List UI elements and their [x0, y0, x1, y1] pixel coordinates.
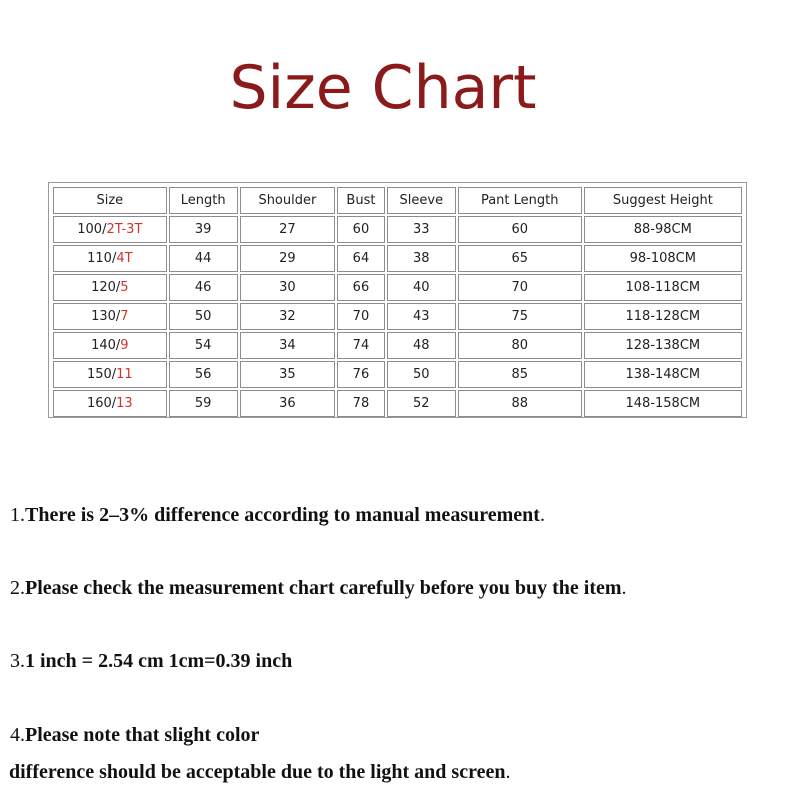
cell-suggest-height: 118-128CM: [584, 303, 742, 330]
cell-bust: 74: [337, 332, 385, 359]
cell-suggest-height: 108-118CM: [584, 274, 742, 301]
cell-sleeve: 40: [387, 274, 456, 301]
cell-bust: 76: [337, 361, 385, 388]
cell-suggest-height: 148-158CM: [584, 390, 742, 417]
note-1: 1.There is 2–3% difference according to manual measurement.: [10, 504, 545, 526]
note-2-text: Please check the measurement chart carefully before you buy the item: [25, 577, 622, 599]
table-body: [53, 216, 742, 417]
cell-shoulder: 36: [240, 390, 335, 417]
note-3-number: 3: [10, 650, 20, 672]
cell-pant-length: 85: [458, 361, 582, 388]
note-2: 2.Please check the measurement chart carefully before you buy the item.: [10, 577, 627, 599]
header-pant-length: Pant Length: [458, 187, 582, 214]
cell-shoulder: 34: [240, 332, 335, 359]
cell-size: [53, 245, 167, 272]
size-age: 13: [116, 396, 133, 411]
size-chart-title: Size Chart: [229, 53, 537, 123]
cell-shoulder: 27: [240, 216, 335, 243]
cell-length: 44: [169, 245, 238, 272]
note-1-number: 1: [10, 504, 20, 526]
header-bust: Bust: [337, 187, 385, 214]
header-suggest-height: Suggest Height: [584, 187, 742, 214]
note-2-number: 2: [10, 577, 20, 599]
cell-size: [53, 390, 167, 417]
size-table: [51, 185, 744, 419]
cell-suggest-height: 138-148CM: [584, 361, 742, 388]
cell-bust: 70: [337, 303, 385, 330]
size-cm: 140/: [91, 338, 121, 353]
header-size: Size: [53, 187, 167, 214]
note-4-continued: difference should be acceptable due to the light and screen.: [9, 761, 511, 783]
cell-sleeve: 43: [387, 303, 456, 330]
cell-size: [53, 332, 167, 359]
size-age: 2T-3T: [106, 222, 143, 237]
size-age: 11: [116, 367, 133, 382]
table-row: [53, 216, 742, 243]
cell-length: 54: [169, 332, 238, 359]
size-cm: 120/: [91, 280, 121, 295]
cell-length: 56: [169, 361, 238, 388]
cell-pant-length: 70: [458, 274, 582, 301]
cell-suggest-height: 128-138CM: [584, 332, 742, 359]
table-row: [53, 332, 742, 359]
cell-pant-length: 80: [458, 332, 582, 359]
cell-sleeve: 52: [387, 390, 456, 417]
cell-length: 59: [169, 390, 238, 417]
size-age: 9: [120, 338, 129, 353]
note-3: 3.1 inch = 2.54 cm 1cm=0.39 inch: [10, 650, 293, 672]
note-4-text-line2: difference should be acceptable due to the light and screen: [9, 761, 506, 783]
header-sleeve: Sleeve: [387, 187, 456, 214]
table-row: [53, 390, 742, 417]
cell-size: [53, 303, 167, 330]
size-cm: 150/: [86, 367, 117, 382]
cell-pant-length: 75: [458, 303, 582, 330]
size-table-frame: [48, 182, 747, 418]
cell-shoulder: 32: [240, 303, 335, 330]
cell-suggest-height: 98-108CM: [584, 245, 742, 272]
cell-bust: 78: [337, 390, 385, 417]
cell-pant-length: 65: [458, 245, 582, 272]
cell-bust: 64: [337, 245, 385, 272]
cell-length: 50: [169, 303, 238, 330]
cell-shoulder: 29: [240, 245, 335, 272]
size-age: 4T: [116, 251, 133, 266]
cell-suggest-height: 88-98CM: [584, 216, 742, 243]
cell-size: [53, 361, 167, 388]
cell-sleeve: 50: [387, 361, 456, 388]
table-row: [53, 303, 742, 330]
cell-length: 46: [169, 274, 238, 301]
note-4-text: Please note that slight color: [25, 724, 260, 746]
cell-sleeve: 33: [387, 216, 456, 243]
cell-sleeve: 48: [387, 332, 456, 359]
table-header-row: [53, 187, 742, 214]
size-age: 5: [120, 280, 129, 295]
cell-size: [53, 216, 167, 243]
size-cm: 160/: [86, 396, 117, 411]
size-age: 7: [120, 309, 129, 324]
cell-bust: 66: [337, 274, 385, 301]
note-1-text: There is 2–3% difference according to manual measurement: [25, 504, 540, 526]
size-cm: 130/: [91, 309, 121, 324]
note-4: 4.Please note that slight color: [10, 724, 260, 746]
table-row: [53, 274, 742, 301]
cell-bust: 60: [337, 216, 385, 243]
cell-size: [53, 274, 167, 301]
cell-length: 39: [169, 216, 238, 243]
header-shoulder: Shoulder: [240, 187, 335, 214]
cell-shoulder: 35: [240, 361, 335, 388]
note-3-text: 1 inch = 2.54 cm 1cm=0.39 inch: [25, 650, 293, 672]
cell-shoulder: 30: [240, 274, 335, 301]
cell-sleeve: 38: [387, 245, 456, 272]
cell-pant-length: 60: [458, 216, 582, 243]
size-cm: 100/: [77, 222, 107, 237]
table-row: [53, 245, 742, 272]
header-length: Length: [169, 187, 238, 214]
table-row: [53, 361, 742, 388]
size-cm: 110/: [87, 251, 117, 266]
cell-pant-length: 88: [458, 390, 582, 417]
note-4-number: 4: [10, 724, 20, 746]
